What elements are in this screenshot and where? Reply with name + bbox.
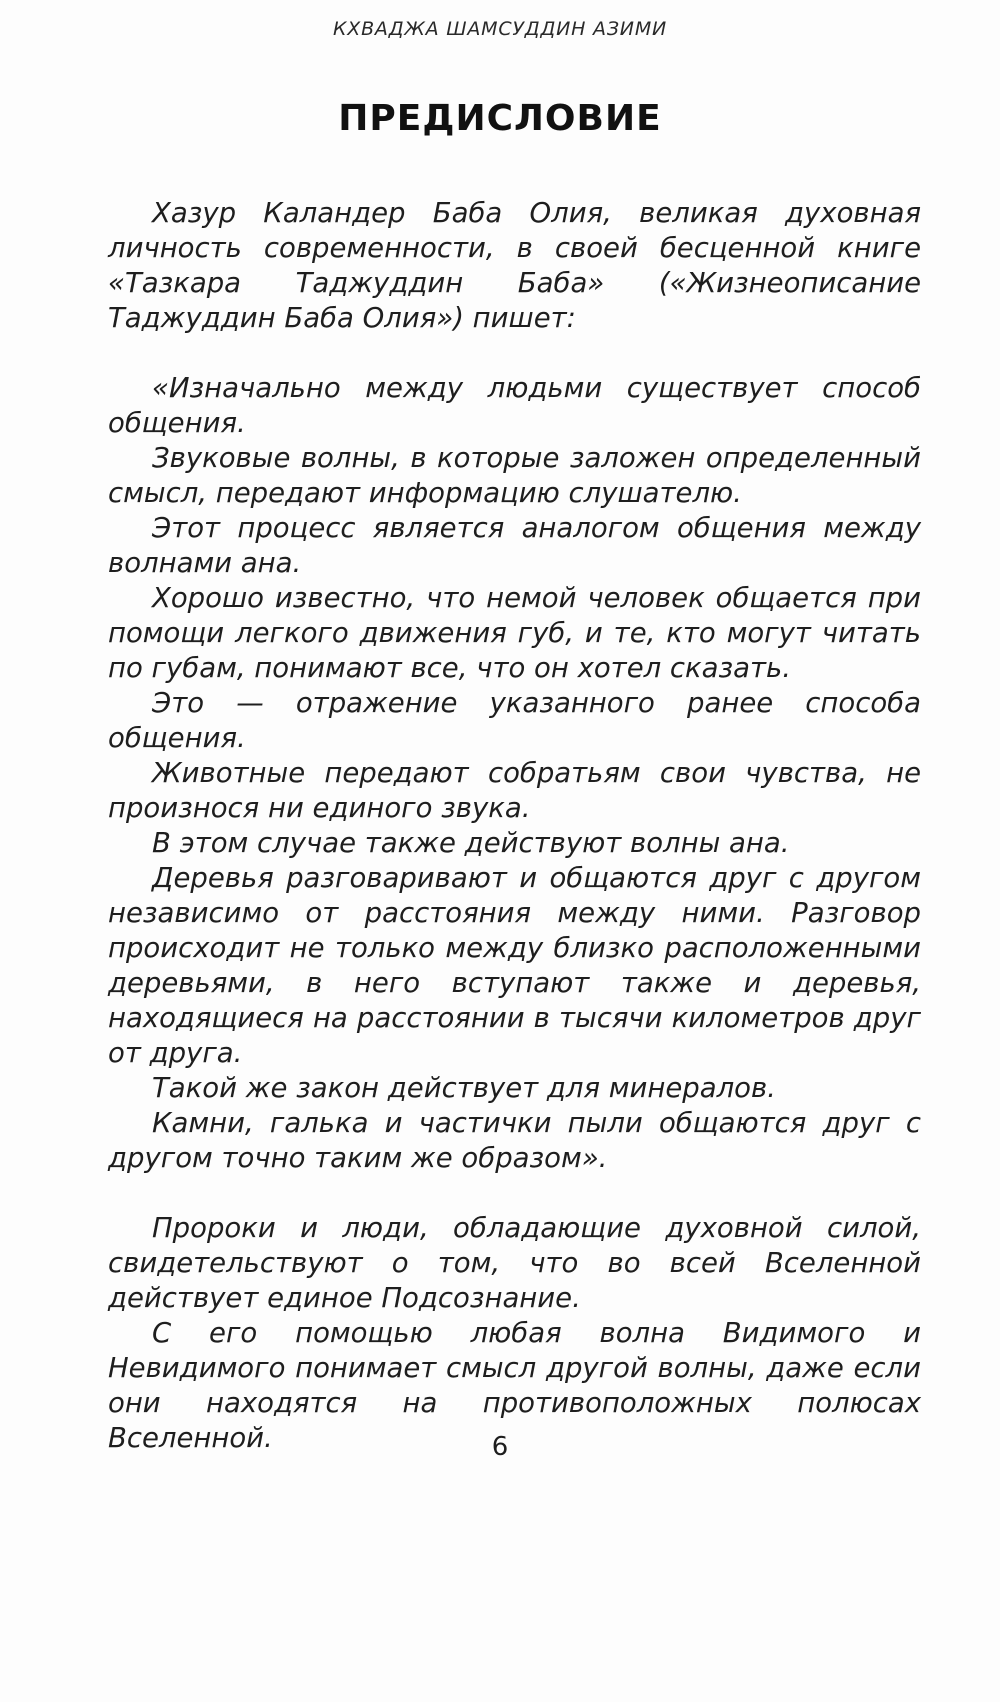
quote-paragraph: Хорошо известно, что немой человек общается при помощи легкого движения губ, и те, кто могут читать по губам, понимают все, что он хотел сказать.: [108, 582, 921, 684]
chapter-title: ПРЕДИСЛОВИЕ: [338, 98, 662, 139]
closing-paragraph: С его помощью любая волна Видимого и Невидимого понимает смысл другой волны, даже если они находятся на противоположных полюсах Вселенной.: [108, 1317, 921, 1454]
closing-paragraph: Пророки и люди, обладающие духовной силой, свидетельствуют о том, что во всей Вселенной действует единое Подсознание.: [108, 1212, 921, 1314]
quote-paragraph: «Изначально между людьми существует способ общения.: [108, 372, 921, 439]
intro-paragraph: Хазур Каландер Баба Олия, великая духовная личность современности, в своей бесценной книге «Тазкара Таджуддин Баба» («Жизнеописание Таджуддин Баба Олия») пишет:: [108, 197, 921, 334]
quote-paragraph: Деревья разговаривают и общаются друг с другом независимо от расстояния между ними. Разговор происходит не только между близко расположенными деревьями, в него вступают также и деревья, находящиеся на расстоянии в тысячи километров друг от друга.: [108, 862, 921, 1069]
page-number: 6: [491, 1432, 509, 1462]
quote-paragraph: Этот процесс является аналогом общения между волнами ана.: [108, 512, 921, 579]
quote-paragraph: Такой же закон действует для минералов.: [152, 1072, 776, 1104]
body-text: [108, 196, 921, 1456]
section-gap: [108, 336, 921, 371]
quote-paragraph: В этом случае также действуют волны ана.: [152, 827, 790, 859]
quote-paragraph: Это — отражение указанного ранее способа общения.: [108, 687, 921, 754]
quote-paragraph: Камни, галька и частички пыли общаются друг с другом точно таким же образом».: [108, 1107, 921, 1174]
quote-paragraph: Животные передают собратьям свои чувства, не произнося ни единого звука.: [108, 757, 921, 824]
running-head: КХВАДЖА ШАМСУДДИН АЗИМИ: [332, 18, 668, 40]
section-gap: [108, 1176, 921, 1211]
quote-paragraph: Звуковые волны, в которые заложен определенный смысл, передают информацию слушателю.: [108, 442, 921, 509]
